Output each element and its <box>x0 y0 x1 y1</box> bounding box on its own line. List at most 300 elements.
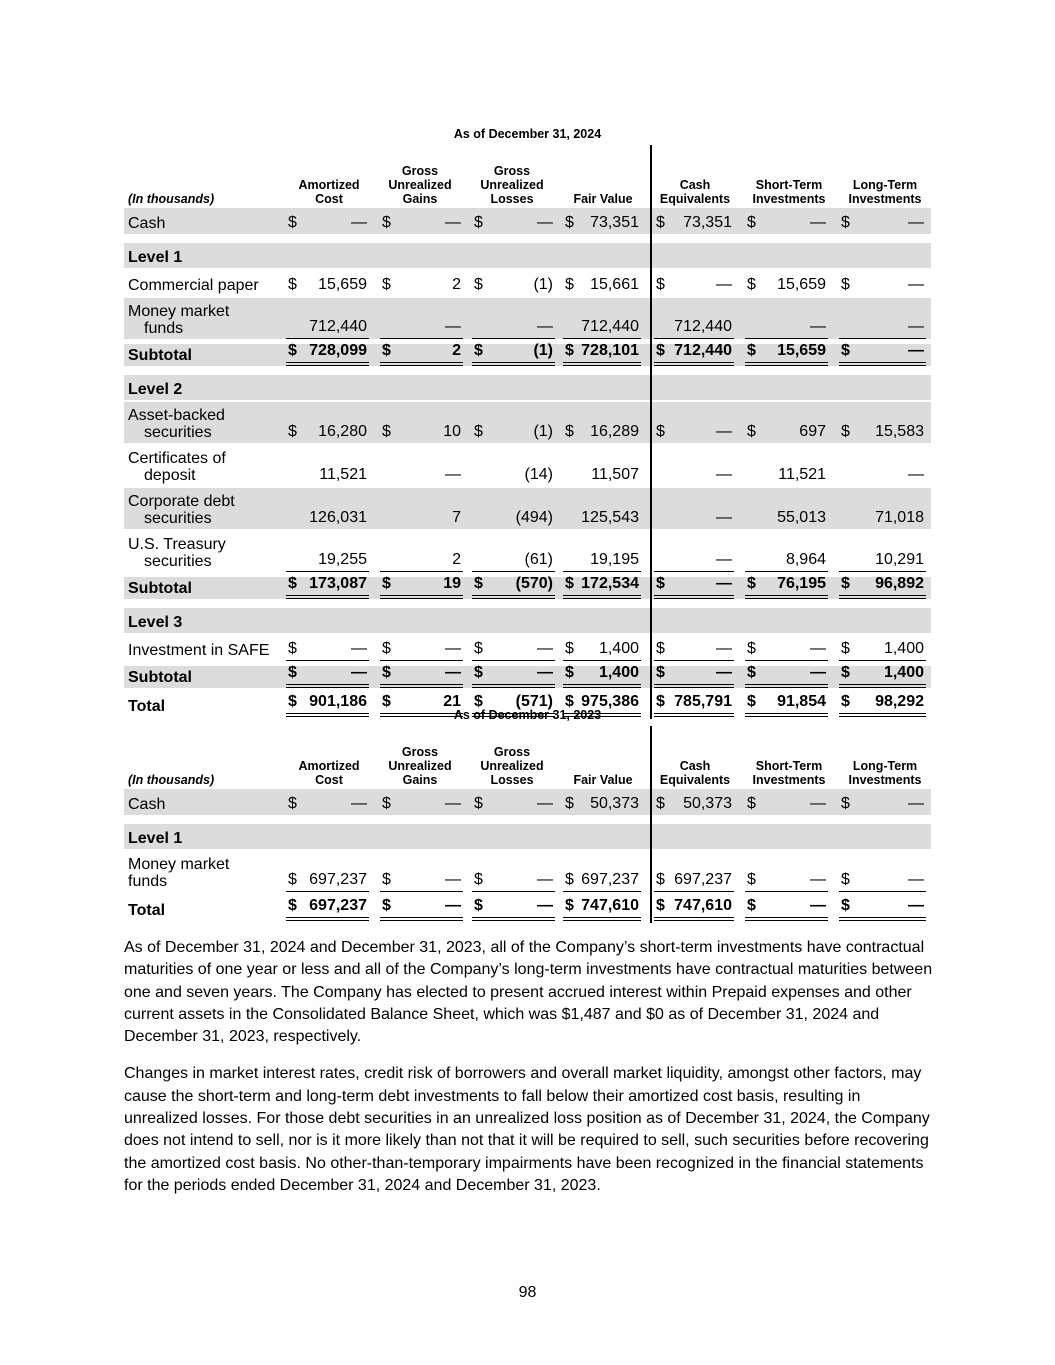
row-label: Subtotal <box>128 347 192 364</box>
currency-symbol: $ <box>565 214 574 231</box>
value-cell <box>380 549 463 572</box>
value-cell <box>286 212 369 234</box>
row-label: Level 3 <box>128 614 183 631</box>
column-header: Long-Term Investments <box>848 759 922 787</box>
cell-value: — <box>908 318 924 335</box>
row-label-line: deposit <box>144 467 196 484</box>
cell-value: — <box>351 795 367 812</box>
cell-value: — <box>445 640 461 657</box>
value-cell <box>654 573 734 599</box>
value-cell <box>472 662 555 688</box>
currency-symbol: $ <box>474 693 483 710</box>
cell-value: — <box>445 318 461 335</box>
value-cell <box>286 869 369 892</box>
cell-value: (571) <box>515 693 553 710</box>
cell-value: 697,237 <box>309 897 367 914</box>
row-label: Subtotal <box>128 580 192 597</box>
value-cell <box>563 507 641 529</box>
cell-value: — <box>716 276 732 293</box>
currency-symbol: $ <box>288 664 297 681</box>
value-cell <box>745 212 828 234</box>
currency-symbol: $ <box>656 276 665 293</box>
value-cell <box>745 507 828 529</box>
cell-value: (570) <box>515 575 553 592</box>
cell-value: 10,291 <box>875 551 924 568</box>
cell-value: — <box>445 664 461 681</box>
table-caption: As of December 31, 2024 <box>453 127 602 141</box>
table-row <box>124 402 931 443</box>
cell-value: 98,292 <box>875 693 924 710</box>
value-cell <box>745 464 828 486</box>
value-cell <box>839 793 926 815</box>
cell-value: 10 <box>443 423 461 440</box>
cell-value: — <box>908 214 924 231</box>
cell-value: 728,099 <box>309 342 367 359</box>
value-cell <box>380 274 463 296</box>
cell-value: 172,534 <box>581 575 639 592</box>
currency-symbol: $ <box>656 871 665 888</box>
cell-value: — <box>445 466 461 483</box>
cell-value: 21 <box>443 693 461 710</box>
value-cell <box>472 464 555 486</box>
value-cell <box>654 895 734 921</box>
value-cell <box>472 549 555 572</box>
cell-value: 15,659 <box>777 342 826 359</box>
cell-value: 19,255 <box>318 551 367 568</box>
cell-value: 1,400 <box>598 664 639 681</box>
currency-symbol: $ <box>382 214 391 231</box>
subtotal-row <box>124 344 931 366</box>
cell-value: — <box>810 897 826 914</box>
currency-symbol: $ <box>747 693 756 710</box>
value-cell <box>472 573 555 599</box>
cell-value: 173,087 <box>309 575 367 592</box>
currency-symbol: $ <box>841 423 850 440</box>
currency-symbol: $ <box>288 342 297 359</box>
row-label: Total <box>128 698 166 715</box>
cell-value: — <box>908 897 924 914</box>
value-cell <box>654 212 734 234</box>
value-cell <box>563 212 641 234</box>
section-header-row <box>124 608 931 633</box>
column-headers <box>124 725 931 787</box>
value-cell <box>839 274 926 296</box>
column-header: Fair Value <box>573 192 633 206</box>
currency-symbol: $ <box>841 664 850 681</box>
column-header: Gross Unrealized Gains <box>388 164 452 206</box>
cell-value: — <box>351 214 367 231</box>
paragraph-maturities: As of December 31, 2024 and December 31, 2023, all of the Company’s short-term investments have contractual maturities of one year or less and all of the Company’s long-term investments have contractual maturities between one and seven years. The Company has elected to present accrued interest within Prepaid expenses and other current assets in the Consolidated Balance Sheet, which was $1,487 and $0 as of December 31, 2024 and December 31, 2023, respectively. <box>124 939 933 1046</box>
cell-value: — <box>351 640 367 657</box>
currency-symbol: $ <box>841 214 850 231</box>
value-cell <box>745 573 828 599</box>
value-cell <box>654 421 734 443</box>
currency-symbol: $ <box>565 423 574 440</box>
currency-symbol: $ <box>288 640 297 657</box>
row-label-line: Money market <box>128 856 230 873</box>
cell-value: — <box>351 664 367 681</box>
cell-value: — <box>908 466 924 483</box>
cell-value: 1,400 <box>598 640 639 657</box>
currency-symbol: $ <box>474 897 483 914</box>
value-cell <box>380 340 463 366</box>
value-cell <box>286 638 369 661</box>
value-cell <box>839 340 926 366</box>
currency-symbol: $ <box>288 871 297 888</box>
cell-value: 2 <box>452 551 461 568</box>
currency-symbol: $ <box>656 423 665 440</box>
column-header: Cash Equivalents <box>659 178 731 206</box>
currency-symbol: $ <box>474 423 483 440</box>
currency-symbol: $ <box>474 640 483 657</box>
currency-symbol: $ <box>474 871 483 888</box>
notes-text <box>124 937 936 1197</box>
currency-symbol: $ <box>841 276 850 293</box>
currency-symbol: $ <box>565 342 574 359</box>
value-cell <box>380 662 463 688</box>
cell-value: 16,289 <box>590 423 639 440</box>
cell-value: 11,521 <box>319 466 367 483</box>
value-cell <box>380 212 463 234</box>
value-cell <box>839 316 926 339</box>
value-cell <box>654 316 734 339</box>
currency-symbol: $ <box>288 575 297 592</box>
currency-symbol: $ <box>656 795 665 812</box>
cell-value: 2 <box>452 276 461 293</box>
currency-symbol: $ <box>382 871 391 888</box>
value-cell <box>380 507 463 529</box>
currency-symbol: $ <box>565 693 574 710</box>
currency-symbol: $ <box>382 795 391 812</box>
row-label <box>128 450 226 484</box>
value-cell <box>745 340 828 366</box>
cell-value: — <box>537 214 553 231</box>
row-label-line: U.S. Treasury <box>128 536 226 553</box>
currency-symbol: $ <box>474 342 483 359</box>
row-label-line: Money market <box>128 303 230 320</box>
value-cell <box>286 316 369 339</box>
value-cell <box>839 662 926 688</box>
value-cell <box>745 869 828 892</box>
currency-symbol: $ <box>656 693 665 710</box>
currency-symbol: $ <box>382 897 391 914</box>
row-label-line: funds <box>144 320 184 337</box>
value-cell <box>839 507 926 529</box>
cell-value: 73,351 <box>683 214 732 231</box>
value-cell <box>563 573 641 599</box>
currency-symbol: $ <box>841 575 850 592</box>
value-cell <box>563 895 641 921</box>
cell-value: (14) <box>524 466 553 483</box>
row-label: Cash <box>128 796 166 813</box>
cell-value: — <box>445 214 461 231</box>
value-cell <box>286 421 369 443</box>
currency-symbol: $ <box>747 342 756 359</box>
cell-value: 15,659 <box>318 276 367 293</box>
currency-symbol: $ <box>474 795 483 812</box>
column-header: Gross Unrealized Gains <box>388 745 452 787</box>
cell-value: 73,351 <box>590 214 639 231</box>
cell-value: — <box>716 466 732 483</box>
value-cell <box>839 212 926 234</box>
row-label-line: securities <box>144 553 212 570</box>
section-header-row <box>124 243 931 268</box>
currency-symbol: $ <box>565 575 574 592</box>
cell-value: — <box>537 664 553 681</box>
cell-value: — <box>908 342 924 359</box>
value-cell <box>745 316 828 339</box>
column-header: Gross Unrealized Losses <box>480 164 544 206</box>
cell-value: 50,373 <box>683 795 732 812</box>
cell-value: — <box>716 640 732 657</box>
cell-value: 697,237 <box>309 871 367 888</box>
units-label: (In thousands) <box>128 192 215 206</box>
value-cell <box>839 464 926 486</box>
cell-value: 91,854 <box>777 693 826 710</box>
table-row <box>124 531 931 572</box>
currency-symbol: $ <box>841 693 850 710</box>
value-cell <box>563 638 641 661</box>
column-header: Fair Value <box>573 773 633 787</box>
value-cell <box>654 340 734 366</box>
value-cell <box>286 549 369 572</box>
value-cell <box>745 662 828 688</box>
currency-symbol: $ <box>841 871 850 888</box>
currency-symbol: $ <box>565 897 574 914</box>
value-cell <box>286 464 369 486</box>
currency-symbol: $ <box>747 871 756 888</box>
currency-symbol: $ <box>747 276 756 293</box>
cell-value: 712,440 <box>309 318 367 335</box>
row-label <box>128 407 225 441</box>
value-cell <box>286 274 369 296</box>
currency-symbol: $ <box>747 897 756 914</box>
cell-value: 19 <box>443 575 461 592</box>
value-cell <box>745 421 828 443</box>
value-cell <box>563 274 641 296</box>
cell-value: — <box>445 871 461 888</box>
table-caption: As of December 31, 2023 <box>453 708 602 722</box>
value-cell <box>654 464 734 486</box>
cell-value: 11,521 <box>778 466 826 483</box>
total-row <box>124 897 931 921</box>
currency-symbol: $ <box>288 423 297 440</box>
cell-value: — <box>810 318 826 335</box>
cell-value: 712,440 <box>581 318 639 335</box>
value-cell <box>286 662 369 688</box>
currency-symbol: $ <box>474 575 483 592</box>
cell-value: 125,543 <box>581 509 639 526</box>
currency-symbol: $ <box>382 575 391 592</box>
value-cell <box>839 549 926 572</box>
value-cell <box>563 662 641 688</box>
currency-symbol: $ <box>656 342 665 359</box>
value-cell <box>472 212 555 234</box>
cell-value: (494) <box>515 509 553 526</box>
cell-value: — <box>810 795 826 812</box>
currency-symbol: $ <box>656 575 665 592</box>
cell-value: — <box>537 318 553 335</box>
cell-value: 55,013 <box>777 509 826 526</box>
value-cell <box>380 421 463 443</box>
row-label-line: Asset-backed <box>128 407 225 424</box>
cell-value: (61) <box>524 551 553 568</box>
value-cell <box>745 549 828 572</box>
subtotal-row <box>124 577 931 599</box>
cell-value: 76,195 <box>777 575 826 592</box>
currency-symbol: $ <box>474 276 483 293</box>
currency-symbol: $ <box>565 276 574 293</box>
currency-symbol: $ <box>288 897 297 914</box>
cell-value: 50,373 <box>590 795 639 812</box>
row-label: Investment in SAFE <box>128 642 270 659</box>
cell-value: 15,659 <box>777 276 826 293</box>
column-divider <box>650 145 652 719</box>
page-number: 98 <box>518 1284 537 1301</box>
row-label-line: securities <box>144 424 212 441</box>
value-cell <box>654 793 734 815</box>
value-cell <box>654 869 734 892</box>
currency-symbol: $ <box>382 664 391 681</box>
value-cell <box>563 869 641 892</box>
column-header: Long-Term Investments <box>848 178 922 206</box>
cell-value: — <box>537 795 553 812</box>
value-cell <box>472 421 555 443</box>
row-label: Commercial paper <box>128 277 259 294</box>
cell-value: 16,280 <box>318 423 367 440</box>
column-header: Short-Term Investments <box>752 178 826 206</box>
cell-value: 15,583 <box>875 423 924 440</box>
cell-value: — <box>716 551 732 568</box>
cell-value: — <box>716 664 732 681</box>
value-cell <box>654 549 734 572</box>
value-cell <box>563 316 641 339</box>
cell-value: 712,440 <box>674 342 732 359</box>
value-cell <box>654 507 734 529</box>
currency-symbol: $ <box>841 897 850 914</box>
row-label <box>128 493 235 527</box>
cell-value: 126,031 <box>309 509 367 526</box>
cell-value: 8,964 <box>785 551 826 568</box>
row-label-line: securities <box>144 510 212 527</box>
cell-value: (1) <box>533 342 553 359</box>
cell-value: 96,892 <box>875 575 924 592</box>
cell-value: 901,186 <box>309 693 367 710</box>
row-label: Level 2 <box>128 381 183 398</box>
currency-symbol: $ <box>565 664 574 681</box>
cell-value: (1) <box>533 423 553 440</box>
value-cell <box>745 638 828 661</box>
subtotal-row <box>124 666 931 688</box>
cell-value: — <box>537 871 553 888</box>
value-cell <box>839 573 926 599</box>
value-cell <box>286 507 369 529</box>
cell-value: 712,440 <box>674 318 732 335</box>
row-label <box>128 303 229 337</box>
currency-symbol: $ <box>747 575 756 592</box>
cell-value: 697,237 <box>674 871 732 888</box>
value-cell <box>563 793 641 815</box>
value-cell <box>380 869 463 892</box>
cell-value: 697,237 <box>581 871 639 888</box>
cell-value: 2 <box>452 342 461 359</box>
value-cell <box>839 421 926 443</box>
column-header: Amortized Cost <box>298 178 360 206</box>
column-divider <box>650 726 652 923</box>
currency-symbol: $ <box>382 693 391 710</box>
currency-symbol: $ <box>747 795 756 812</box>
currency-symbol: $ <box>656 897 665 914</box>
value-cell <box>563 549 641 572</box>
value-cell <box>839 895 926 921</box>
currency-symbol: $ <box>382 423 391 440</box>
currency-symbol: $ <box>288 276 297 293</box>
currency-symbol: $ <box>656 640 665 657</box>
cell-value: — <box>908 795 924 812</box>
column-header: Amortized Cost <box>298 759 360 787</box>
currency-symbol: $ <box>747 664 756 681</box>
currency-symbol: $ <box>382 640 391 657</box>
section-header-row <box>124 375 931 400</box>
row-label <box>128 856 229 890</box>
cell-value: — <box>716 575 732 592</box>
cell-value: — <box>445 897 461 914</box>
cell-value: 975,386 <box>581 693 639 710</box>
currency-symbol: $ <box>656 664 665 681</box>
row-label: Level 1 <box>128 249 183 266</box>
currency-symbol: $ <box>565 871 574 888</box>
currency-symbol: $ <box>474 214 483 231</box>
cell-value: 19,195 <box>590 551 639 568</box>
value-cell <box>472 316 555 339</box>
table-row <box>124 270 931 296</box>
value-cell <box>472 340 555 366</box>
currency-symbol: $ <box>841 795 850 812</box>
value-cell <box>286 895 369 921</box>
cell-value: 785,791 <box>674 693 732 710</box>
cell-value: 71,018 <box>875 509 924 526</box>
column-header: Gross Unrealized Losses <box>480 745 544 787</box>
table-row <box>124 445 931 486</box>
table-row <box>124 488 931 529</box>
cell-value: — <box>810 640 826 657</box>
cell-value: — <box>716 423 732 440</box>
cell-value: 747,610 <box>581 897 639 914</box>
value-cell <box>745 895 828 921</box>
cell-value: 7 <box>452 509 461 526</box>
row-label: Total <box>128 902 166 919</box>
value-cell <box>839 869 926 892</box>
value-cell <box>472 638 555 661</box>
cell-value: — <box>445 795 461 812</box>
cell-value: 747,610 <box>674 897 732 914</box>
row-label: Cash <box>128 215 166 232</box>
value-cell <box>380 793 463 815</box>
cell-value: (1) <box>533 276 553 293</box>
units-label: (In thousands) <box>128 773 215 787</box>
value-cell <box>472 869 555 892</box>
paragraph-unrealized-losses: Changes in market interest rates, credit risk of borrowers and overall market liquidity, amongst other factors, may cause the short-term and long-term debt investments to fall below their amortized cost basis, resulting in unrealized losses. For those debt securities in an unrealized loss position as of December 31, 2024, the Company does not intend to sell, nor is it more likely than not that it will be required to sell, such securities before recovering the amortized cost basis. No other-than-temporary impairments have been recognized in the financial statements for the periods ended December 31, 2024 and December 31, 2023. <box>124 1065 930 1194</box>
currency-symbol: $ <box>565 640 574 657</box>
value-cell <box>839 638 926 661</box>
cell-value: — <box>716 509 732 526</box>
cell-value: — <box>908 276 924 293</box>
value-cell <box>380 316 463 339</box>
row-label <box>128 536 226 570</box>
value-cell <box>654 638 734 661</box>
table-row <box>124 298 931 339</box>
column-header: Cash Equivalents <box>659 759 731 787</box>
